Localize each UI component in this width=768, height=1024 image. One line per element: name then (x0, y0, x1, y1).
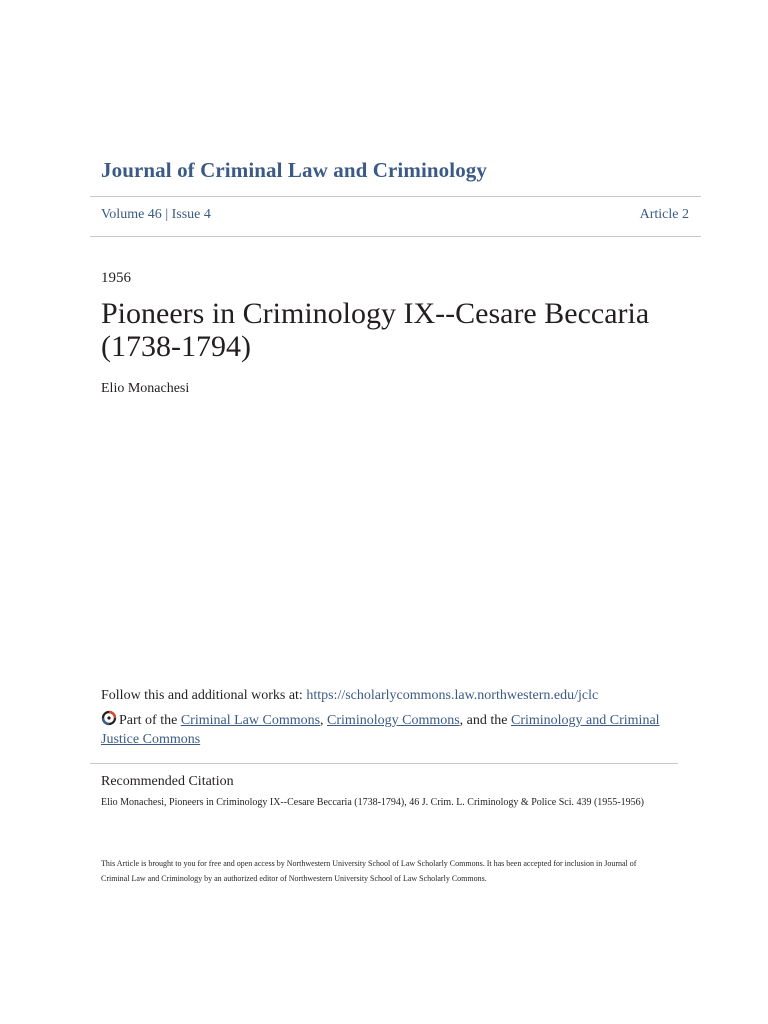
follow-prefix: Follow this and additional works at: (101, 688, 307, 703)
follow-line (101, 688, 701, 704)
part-of-line (101, 710, 681, 749)
criminal-law-commons-link[interactable]: Criminal Law Commons (180, 713, 321, 728)
part-of-comma: , (320, 713, 328, 728)
bottom-divider (90, 236, 701, 237)
article-number-link[interactable]: Article 2 (639, 207, 689, 222)
citation-divider (90, 763, 678, 764)
citation-text: Elio Monachesi, Pioneers in Criminology IX--Cesare Beccaria (1738-1794), 46 J. Crim. L. Criminology & Police Sci. 439 (1955-1956) (101, 797, 644, 808)
volume-issue-line (101, 207, 689, 223)
volume-issue-group (101, 207, 211, 223)
citation-heading: Recommended Citation (101, 774, 234, 789)
footer-note: This Article is brought to you for free and open access by Northwestern University School of Law Scholarly Commons. It has been accepted for inclusion in Journal of Criminal Law and Criminology by an authorized editor of Northwestern University School of Law Scholarly Commons. (101, 859, 637, 883)
top-divider (90, 196, 701, 197)
criminology-commons-link[interactable]: Criminology Commons (327, 713, 460, 728)
article-title: Pioneers in Criminology IX--Cesare Beccaria (1738-1794) (101, 297, 650, 363)
part-of-and-the: , and the (459, 713, 511, 728)
publication-year: 1956 (101, 270, 131, 286)
article-author: Elio Monachesi (101, 381, 190, 396)
volume-issue-separator: | (165, 207, 169, 222)
issue-link[interactable]: Issue 4 (171, 207, 211, 222)
network-logo-icon (101, 710, 117, 726)
journal-title[interactable]: Journal of Criminal Law and Criminology (101, 158, 488, 182)
criminology-criminal-justice-commons-link[interactable]: Criminology and Criminal Justice Commons (101, 713, 660, 747)
part-of-prefix: Part of the (119, 713, 181, 728)
volume-link[interactable]: Volume 46 (101, 207, 162, 222)
repository-link[interactable]: https://scholarlycommons.law.northwestern.edu/jclc (306, 688, 599, 703)
